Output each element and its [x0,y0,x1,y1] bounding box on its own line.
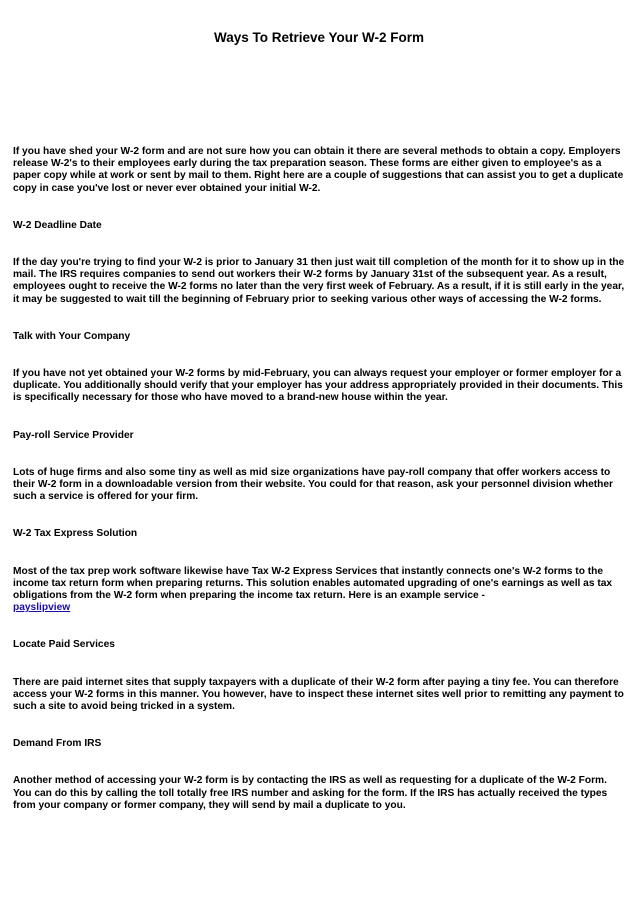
section-heading-deadline: W-2 Deadline Date [13,219,102,231]
section-body-payroll: Lots of huge firms and also some tiny as well as mid size organizations have pay-roll company that offer workers access to their W-2 form in a downloadable version from their website. You could for that reason, ask your personnel division whether such a service is offered for your firm. [13,466,614,503]
section-heading-payroll: Pay-roll Service Provider [13,429,134,441]
section-heading-irs: Demand From IRS [13,738,102,750]
document-content [13,146,625,837]
section-body-irs: Another method of accessing your W-2 form is by contacting the IRS as well as requesting for a duplicate of the W-2 Form. You can do this by calling the toll totally free IRS number and asking for the form. If the IRS has actually received the types from your company or former company, they will send by mail a duplicate to you. [13,775,608,811]
intro-paragraph: If you have shed your W-2 form and are not sure how you can obtain it there are several methods to obtain a copy. Employers release W-2's to their employees early during the tax preparation season. These forms are either given to employee's as a paper copy while at work or sent by mail to them. Right here are a couple of suggestions that can assist you to get a duplicate copy in case you've lost or never ever obtained your initial W-2. [13,146,624,194]
section-body-company: If you have not yet obtained your W-2 forms by mid-February, you can always request your employer or former employer for a duplicate. You additionally should verify that your employer has your address appropriately provided in their documents. This is specifically necessary for those who have moved to a brand-new house within the year. [13,368,623,404]
section-body-deadline: If the day you're trying to find your W-2 is prior to January 31 then just wait till completion of the month for it to show up in the mail. The IRS requires companies to send out workers their W-2 forms by January 31st of the subsequent year. As a result, employees ought to receive the W-2 forms no later than the very first week of February. As a result, if it is still early in the year, it may be suggested to wait till the beginning of February prior to seeking various other ways of accessing the W-2 forms. [13,257,625,305]
section-heading-company: Talk with Your Company [13,330,131,342]
section-body-tax-express-text: Most of the tax prep work software likewise have Tax W-2 Express Services that instantly connects one's W-2 forms to the income tax return form when preparing returns. This solution enables automated upgrading of one's earnings as well as tax obligations from the W-2 form when preparing the income tax return. Here is an example service - [13,565,613,602]
section-heading-tax-express: W-2 Tax Express Solution [13,528,138,540]
page-title: Ways To Retrieve Your W-2 Form [213,30,425,45]
section-body-tax-express [13,566,625,615]
section-heading-paid-services: Locate Paid Services [13,639,115,651]
payslipview-link[interactable]: payslipview [13,602,71,614]
section-body-paid-services: There are paid internet sites that supply taxpayers with a duplicate of their W-2 form after paying a tiny fee. You can therefore access your W-2 forms in this manner. You however, have to inspect these internet sites well prior to remitting any payment to such a site to avoid being tricked in a system. [13,676,624,713]
